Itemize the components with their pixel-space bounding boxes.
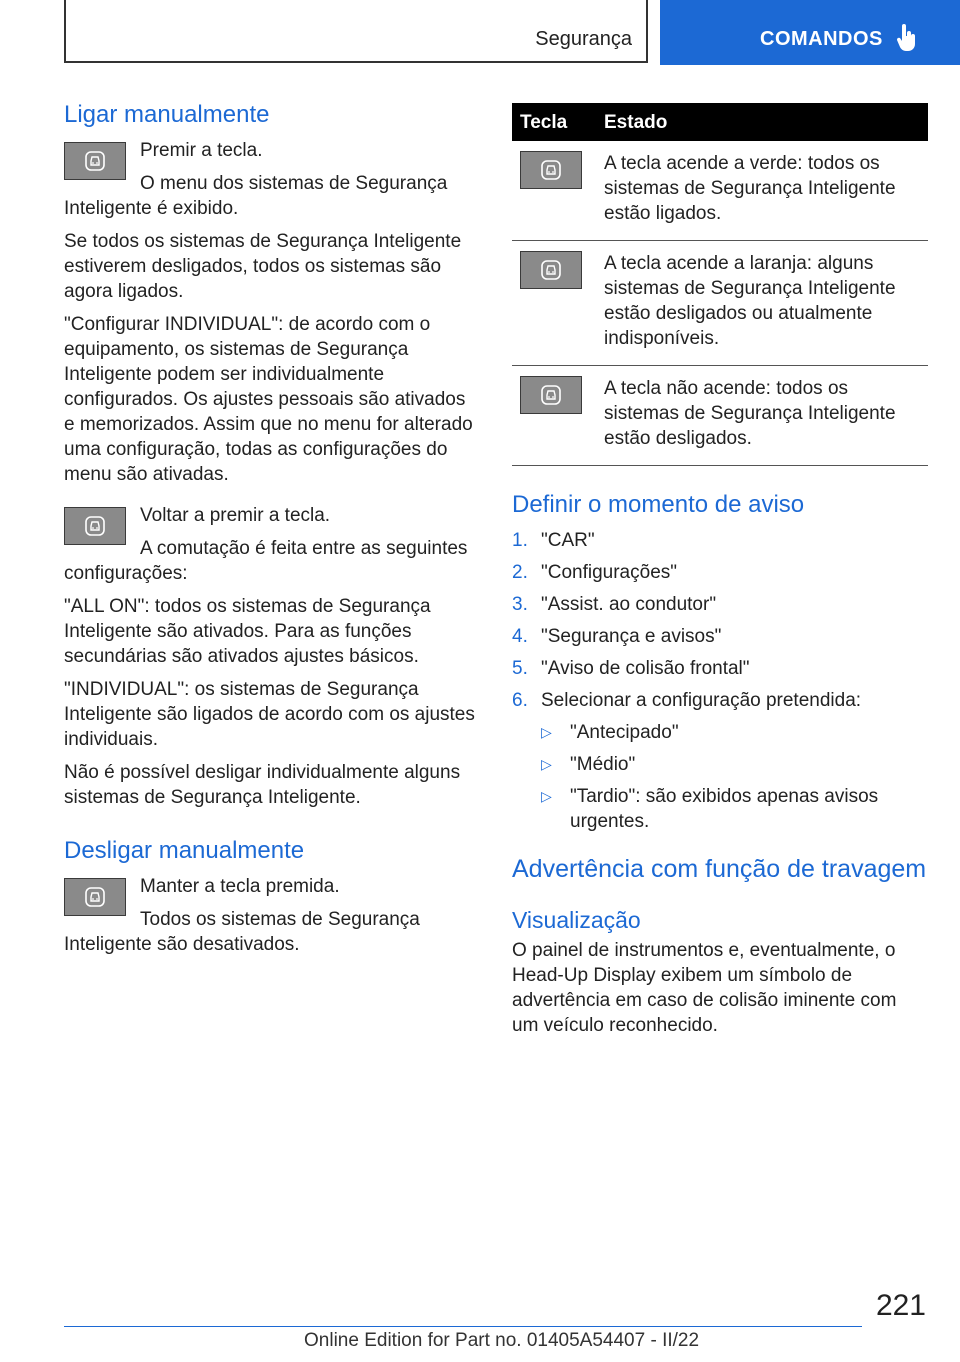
- option-text: "Antecipado": [570, 722, 679, 743]
- chapter-tab: [660, 0, 960, 65]
- step-number: 6.: [512, 690, 528, 711]
- step-number: 1.: [512, 530, 528, 551]
- option-text: "Tardio": são exibidos apenas avisos urgentes.: [570, 786, 879, 832]
- key-instruction-press-again: [64, 503, 479, 594]
- options-list: [541, 720, 928, 834]
- car-safety-icon: [84, 150, 106, 172]
- list-item: [541, 752, 928, 777]
- edition-note: Online Edition for Part no. 01405A54407 - II/22: [304, 1330, 700, 1351]
- safety-key-button: [520, 251, 582, 289]
- key-cell: [512, 241, 596, 366]
- table-row: [512, 366, 928, 466]
- step-number: 4.: [512, 626, 528, 647]
- list-item: [541, 784, 928, 834]
- right-column: [512, 103, 928, 1046]
- column-header-key: Tecla: [512, 103, 596, 141]
- step-text: "Segurança e avisos": [541, 626, 722, 647]
- list-item: [512, 656, 928, 681]
- state-cell: A tecla acende a verde: todos os sistemas de Segurança Inteligente estão ligados.: [596, 141, 928, 241]
- safety-key-button: [64, 878, 126, 916]
- key-instruction-press: [64, 138, 479, 229]
- option-text: "Médio": [570, 754, 636, 775]
- step-text: Selecionar a configuração pretendida:: [541, 690, 862, 711]
- step-number: 5.: [512, 658, 528, 679]
- section-title-ligar: Ligar manualmente: [64, 101, 270, 128]
- key-instruction-hold: [64, 874, 479, 965]
- step-text: Manter a tecla premida.: [140, 876, 340, 897]
- page-number: 221: [875, 1289, 926, 1322]
- paragraph: O painel de instrumentos e, eventualmente, o Head-Up Display exibem um símbolo de advertência em caso de colisão iminente com um veículo reconhecido.: [512, 940, 897, 1036]
- safety-key-button: [64, 507, 126, 545]
- list-item: [512, 592, 928, 617]
- paragraph: A comutação é feita entre as seguintes configurações:: [64, 538, 468, 584]
- step-text: "Aviso de colisão frontal": [541, 658, 750, 679]
- list-item: [541, 720, 928, 745]
- triangle-bullet-icon: ▷: [541, 724, 552, 740]
- section-title-aviso: Definir o momento de aviso: [512, 491, 805, 518]
- step-number: 2.: [512, 562, 528, 583]
- table-row: [512, 241, 928, 366]
- car-safety-icon: [540, 159, 562, 181]
- car-safety-icon: [84, 886, 106, 908]
- step-text: "CAR": [541, 530, 595, 551]
- chapter-label: COMANDOS: [760, 28, 883, 50]
- step-text: Premir a tecla.: [140, 140, 263, 161]
- list-item: [512, 624, 928, 649]
- list-item: [512, 688, 928, 834]
- paragraph: "Configurar INDIVIDUAL": de acordo com o equipamento, os sistemas de Segurança Inteligente podem ser individualmente configurados. Os ajustes pessoais são ativados e memorizados. Assim que no menu for alterado uma configuração, todas as configurações do menu são ativadas.: [64, 314, 473, 485]
- step-text: "Assist. ao condutor": [541, 594, 717, 615]
- hand-pointer-icon: [896, 24, 918, 59]
- subsection-title-visualizacao: Visualização: [512, 907, 641, 933]
- paragraph: Se todos os sistemas de Segurança Inteligente estiverem desligados, todos os sistemas são agora ligados.: [64, 231, 462, 302]
- column-header-state: Estado: [596, 103, 928, 141]
- state-cell: A tecla acende a laranja: alguns sistemas de Segurança Inteligente estão desligados ou atualmente indisponíveis.: [596, 241, 928, 366]
- table-header-row: [512, 103, 928, 141]
- step-number: 3.: [512, 594, 528, 615]
- safety-key-button: [64, 142, 126, 180]
- state-cell: A tecla não acende: todos os sistemas de Segurança Inteligente estão desligados.: [596, 366, 928, 466]
- step-text: "Configurações": [541, 562, 678, 583]
- triangle-bullet-icon: ▷: [541, 788, 552, 804]
- paragraph: "INDIVIDUAL": os sistemas de Segurança Inteligente são ligados de acordo com os ajustes individuais.: [64, 679, 475, 750]
- step-text: Voltar a premir a tecla.: [140, 505, 331, 526]
- section-label: Segurança: [535, 28, 632, 50]
- key-cell: [512, 141, 596, 241]
- steps-list: [512, 528, 928, 834]
- footer-divider: [64, 1326, 862, 1327]
- list-item: [512, 528, 928, 553]
- car-safety-icon: [540, 384, 562, 406]
- car-safety-icon: [540, 259, 562, 281]
- safety-key-button: [520, 376, 582, 414]
- paragraph: O menu dos sistemas de Segurança Inteligente é exibido.: [64, 173, 448, 219]
- left-column: [64, 100, 479, 965]
- triangle-bullet-icon: ▷: [541, 756, 552, 772]
- running-header: [64, 0, 648, 63]
- table-row: [512, 141, 928, 241]
- car-safety-icon: [84, 515, 106, 537]
- key-state-table: [512, 103, 928, 466]
- paragraph: "ALL ON": todos os sistemas de Segurança Inteligente são ativados. Para as funções secundárias são ativados ajustes básicos.: [64, 596, 431, 667]
- section-title-advertencia: Advertência com função de travagem: [512, 855, 927, 883]
- section-title-desligar: Desligar manualmente: [64, 837, 305, 864]
- key-cell: [512, 366, 596, 466]
- list-item: [512, 560, 928, 585]
- paragraph: Todos os sistemas de Segurança Inteligente são desativados.: [64, 909, 420, 955]
- paragraph: Não é possível desligar individualmente alguns sistemas de Segurança Inteligente.: [64, 762, 461, 808]
- safety-key-button: [520, 151, 582, 189]
